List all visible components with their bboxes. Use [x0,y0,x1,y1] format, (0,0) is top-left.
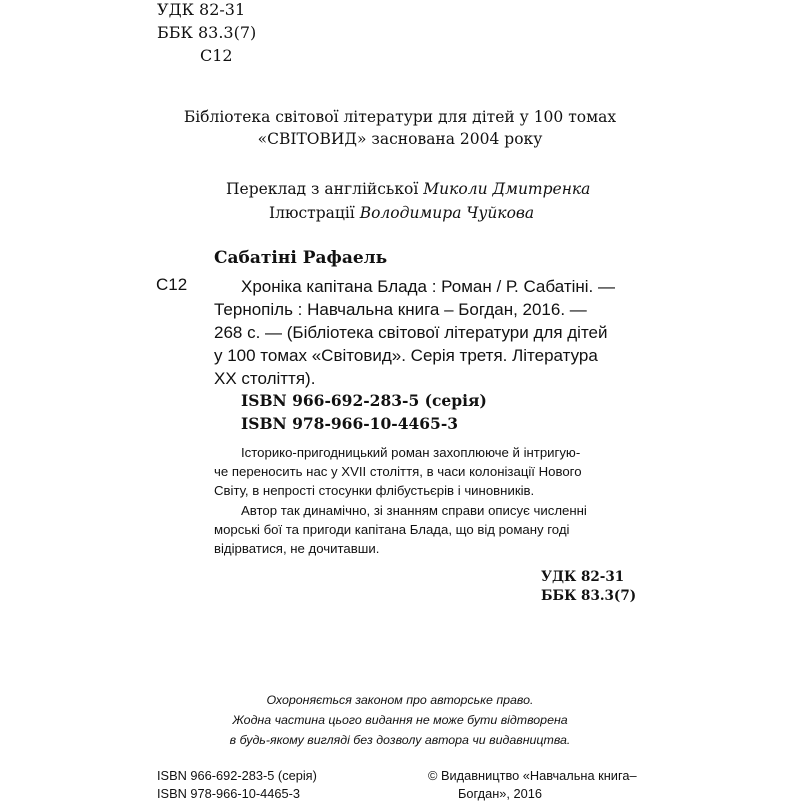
annotation-line-3: Світу, в непрості стосунки флібустьєрів і чиновників. [214,483,535,498]
udk-code-bottom: УДК 82-31 [541,569,625,585]
illustration-credit [269,202,534,224]
record-author: Сабатіні Рафаель [214,248,388,268]
annotation-line-2: че переносить нас у XVII століття, в часи колонізації Нового [214,464,582,479]
annotation-line-4: Автор так динамічно, зі знанням справи описує численні [241,503,587,518]
annotation-line-6: відірватися, не дочитавши. [214,541,380,556]
annotation-line-1: Історико-пригодницький роман захоплююче й інтригую- [241,445,581,460]
bbk-code-top: ББК 83.3(7) [157,23,257,42]
footer-copyright-line2: Богдан», 2016 [458,786,542,801]
translation-credit [226,178,590,200]
notice-line-3: в будь-якому вигляді без дозволу автора чи видавництва. [229,733,571,747]
record-line-4: у 100 томах «Світовид». Серія третя. Література [214,346,598,365]
author-mark-top: С12 [200,46,233,65]
udk-code-top: УДК 82-31 [157,0,246,19]
notice-line-1: Охороняється законом про авторське право. [266,693,534,707]
bbk-code-bottom: ББК 83.3(7) [541,588,637,604]
record-line-3: 268 с. — (Бібліотека світової літератури для дітей [214,323,608,342]
record-line-1: Хроніка капітана Блада : Роман / Р. Сабатіні. — [241,277,615,296]
footer-copyright-line1: © Видавництво «Навчальна книга– [428,768,637,783]
translator-name: Миколи Дмитренка [423,180,591,198]
illustrations-prefix: Ілюстрації [269,204,360,222]
illustrator-name: Володимира Чуйкова [359,204,535,222]
record-author-mark: С12 [156,275,188,294]
series-title-line1: Бібліотека світової літератури для дітей у 100 томах [183,108,617,126]
record-isbn-book: ISBN 978-966-10-4465-3 [241,414,459,433]
record-isbn-series: ISBN 966-692-283-5 (серія) [241,391,487,410]
record-line-5: XX століття). [214,369,316,388]
record-line-2: Тернопіль : Навчальна книга – Богдан, 2016. — [214,300,587,319]
footer-isbn-series: ISBN 966-692-283-5 (серія) [157,768,317,783]
footer-isbn-book: ISBN 978-966-10-4465-3 [157,786,300,801]
annotation-line-5: морські бої та пригоди капітана Блада, що від роману годі [214,522,570,537]
translation-prefix: Переклад з англійської [226,180,424,198]
series-title-line2: «СВІТОВИД» заснована 2004 року [257,130,543,148]
notice-line-2: Жодна частина цього видання не може бути відтворена [232,713,568,727]
